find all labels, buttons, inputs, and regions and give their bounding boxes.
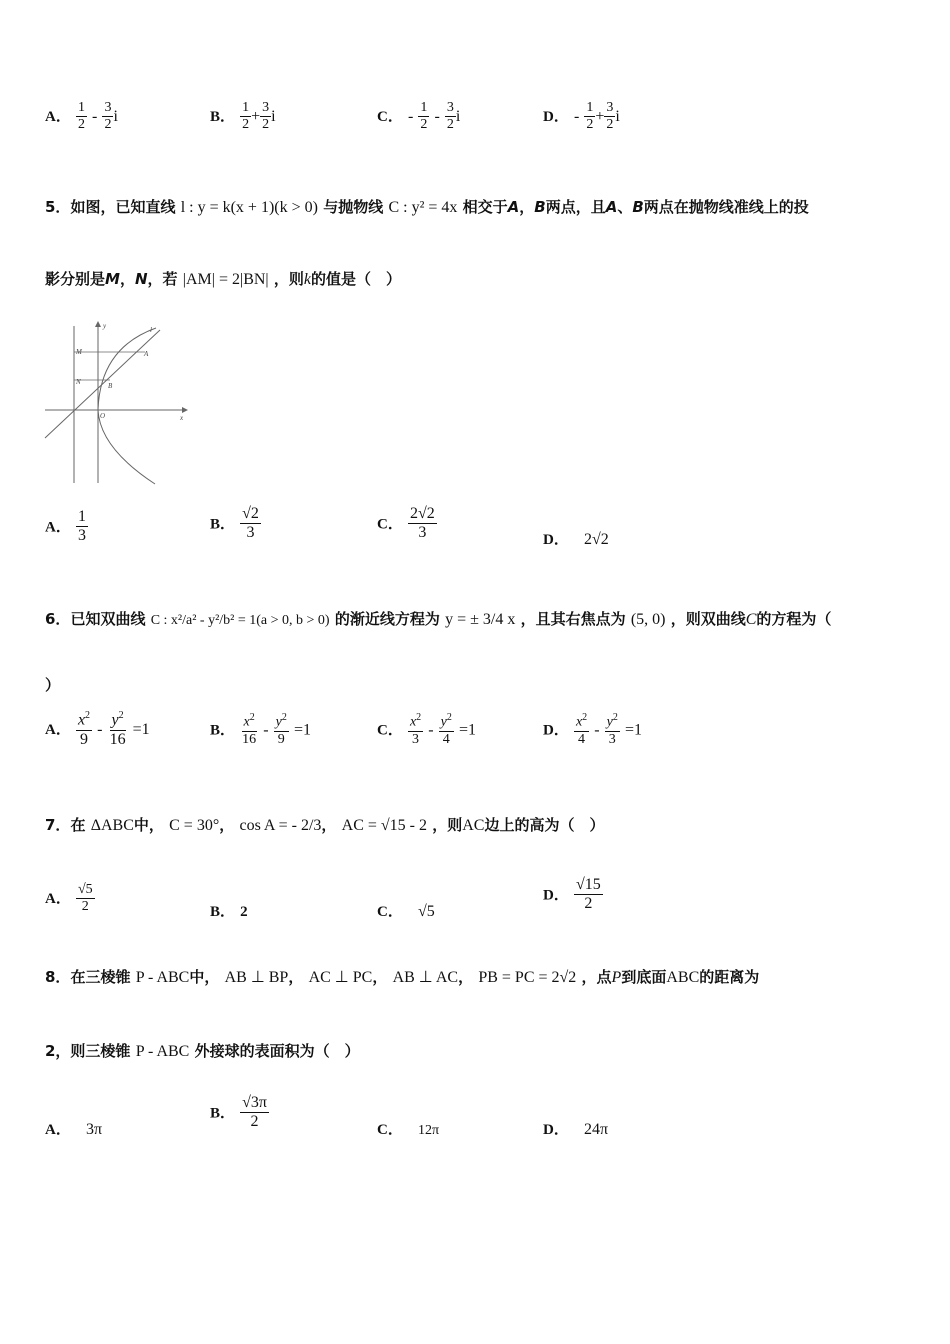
point-a-label: A: [144, 350, 149, 358]
q6-option-b[interactable]: B． $\frac{x^2}{16}$ - $\frac{y^2}{9}$ =1: [210, 712, 311, 747]
x-axis-label: x: [180, 414, 184, 422]
q7-option-b[interactable]: B． 2: [210, 904, 248, 920]
point-b-label: B: [108, 382, 113, 390]
q6-option-d[interactable]: D． $\frac{x^2}{4}$ - $\frac{y^2}{3}$ =1: [543, 712, 643, 747]
point-n-label: N: [76, 378, 81, 386]
point-m-label: M: [76, 348, 82, 356]
q5-figure: [40, 318, 195, 488]
q4-option-a[interactable]: A． $\frac{1}{2}$ - $\frac{3}{2}$ i: [45, 100, 118, 133]
q5-option-c[interactable]: C． $\frac{2√2}{3}$: [377, 505, 435, 542]
q8-option-b[interactable]: B． $\frac{√3\pi}{2}$: [210, 1094, 267, 1131]
q5-option-a[interactable]: A． $\frac{1}{3}$: [45, 508, 86, 545]
q8-stem-line1: 8．在三棱锥 P - ABC中， AB ⊥ BP， AC ⊥ PC， AB ⊥ AC， PB = PC = 2√2 ，点P到底面ABC的距离为: [45, 968, 760, 986]
q5-option-d[interactable]: D． 2√2: [543, 531, 609, 548]
q8-option-a[interactable]: A． 3π: [45, 1121, 103, 1138]
line-l-label: l: [150, 326, 152, 334]
q8-option-d[interactable]: D． 24π: [543, 1121, 609, 1138]
q4-option-b[interactable]: B． $\frac{1}{2}$ + $\frac{3}{2}$ i: [210, 100, 276, 133]
q5-stem-line2: 影分别是M，N，若 |AM| = 2|BN| ，则k的值是（ ）: [45, 270, 401, 288]
q4-option-c[interactable]: C． - $\frac{1}{2}$ - $\frac{3}{2}$ i: [377, 100, 461, 133]
q6-stem-line1: 6．已知双曲线 C : x²/a² - y²/b² = 1(a > 0, b > 0) 的渐近线方程为 y = ± 3/4 x ，且其右焦点为 (5, 0) ，则双曲线C的方程为（: [45, 610, 832, 628]
q7-stem: 7．在 ΔABC中， C = 30°， cos A = - 2/3， AC = √15 - 2 ，则AC边上的高为（ ）: [45, 816, 605, 834]
q8-stem-line2: 2，则三棱锥 P - ABC 外接球的表面积为（ ）: [45, 1042, 360, 1060]
q6-stem-line2: ）: [45, 676, 61, 694]
q5-option-b[interactable]: B． $\frac{√2}{3}$: [210, 505, 259, 542]
q5-stem-line1: 5．如图，已知直线 l : y = k(x + 1)(k > 0) 与抛物线 C : y² = 4x 相交于A，B两点，且A、B两点在抛物线准线上的投: [45, 198, 809, 216]
origin-label: O: [100, 412, 106, 420]
q4-option-d[interactable]: D． - $\frac{1}{2}$ + $\frac{3}{2}$ i: [543, 100, 620, 133]
q6-option-c[interactable]: C． $\frac{x^2}{3}$ - $\frac{y^2}{4}$ =1: [377, 712, 477, 747]
q8-option-c[interactable]: C． 12π: [377, 1122, 440, 1138]
q7-option-c[interactable]: C． √5: [377, 903, 435, 920]
q6-option-a[interactable]: A． $\frac{x^2}{9}$ - $\frac{y^2}{16}$ =1: [45, 710, 150, 748]
y-axis-label: y: [103, 322, 107, 330]
q7-option-a[interactable]: A． $\frac{√5}{2}$: [45, 882, 93, 915]
q7-option-d[interactable]: D． $\frac{√15}{2}$: [543, 876, 601, 913]
